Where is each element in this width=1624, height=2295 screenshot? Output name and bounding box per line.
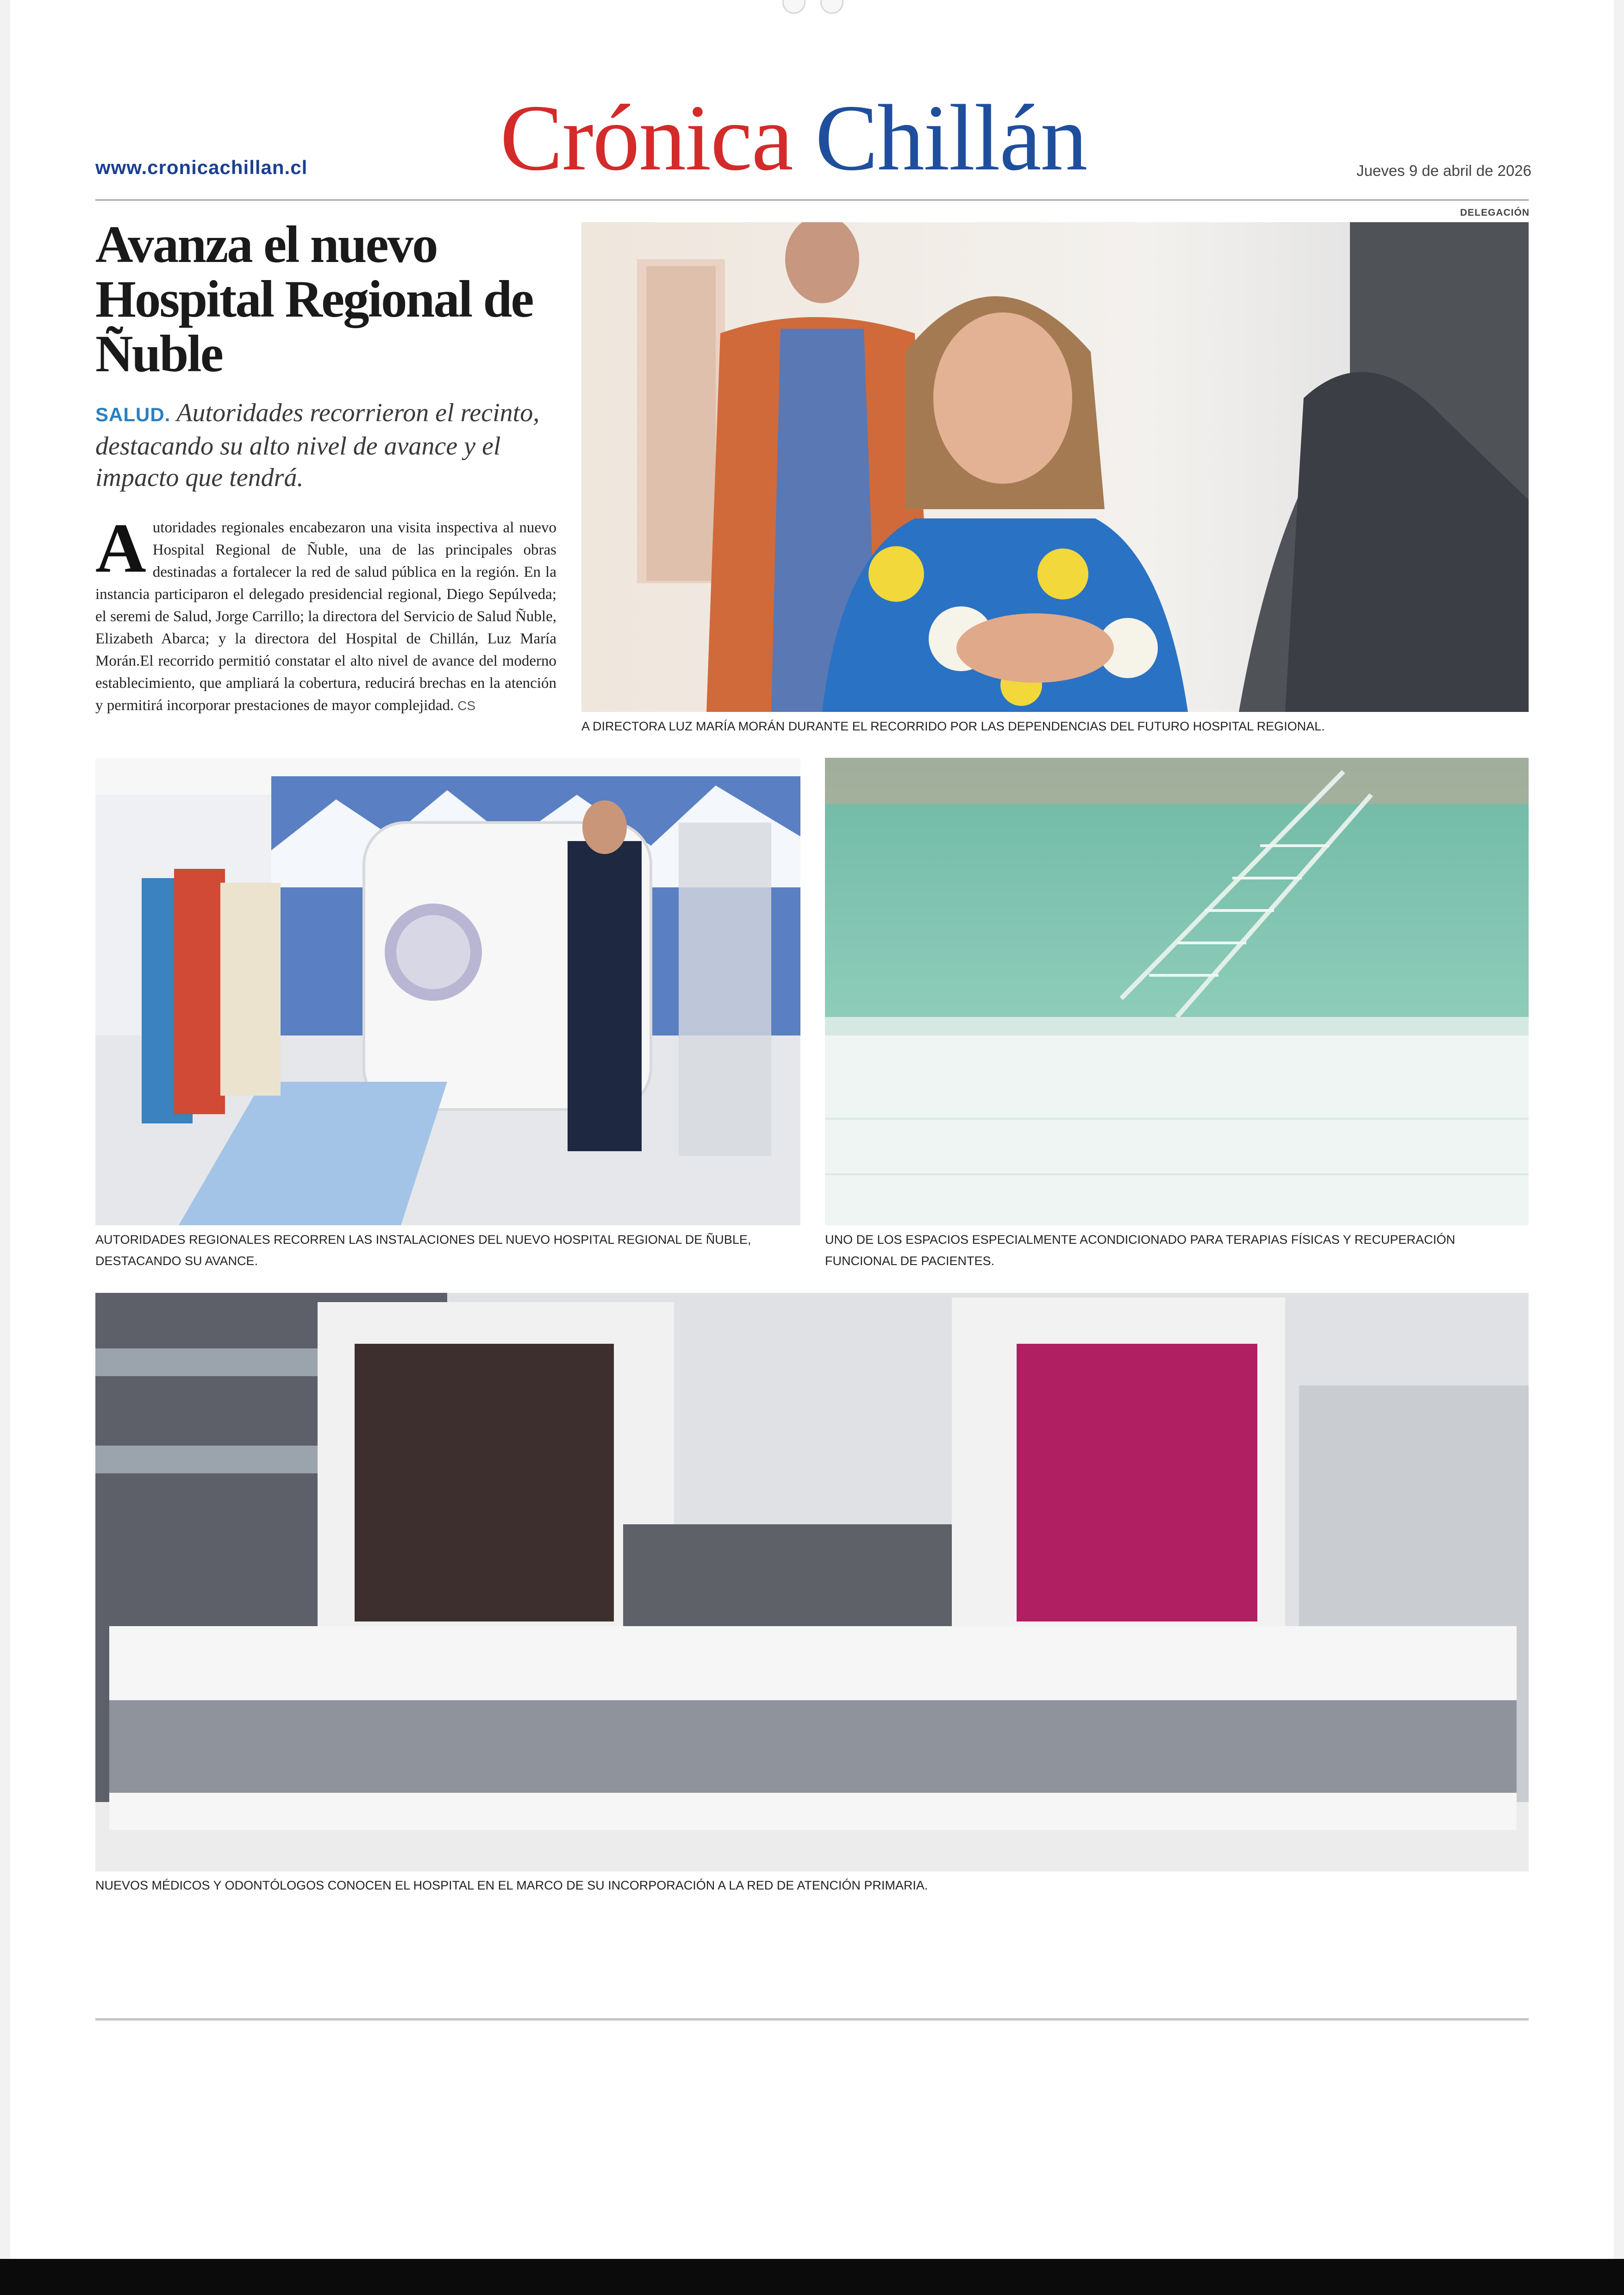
next-page-icon[interactable] (820, 0, 843, 14)
photo-therapy-pool (825, 758, 1529, 1225)
caption-director: A DIRECTORA LUZ MARÍA MORÁN DURANTE EL RECORRIDO POR LAS DEPENDENCIAS DEL FUTURO HOSPITAL REGIONAL. (581, 719, 1325, 733)
section-tag: DELEGACIÓN (1460, 207, 1530, 218)
issue-date: Jueves 9 de abril de 2026 (1356, 162, 1531, 179)
body-paragraph: utoridades regionales encabezaron una visita inspectiva al nuevo Hospital Regional de Ñuble, una de las principales obras destinadas a fortalecer la red de salud pública en la región. En la instancia participaron el delegado presidencial regional, Diego Sepúlveda; el seremi de Salud, Jorge Carrillo; la directora del Servicio de Salud Ñuble, Elizabeth Abarca; y la directora del Hospital de Chillán, Luz María Morán.El recorrido permitió constatar el alto nivel de avance del moderno establecimiento, que ampliará la cobertura, reducirá brechas en la atención y permitirá incorporar prestaciones de mayor complejidad. (95, 519, 556, 714)
caption-group-building: NUEVOS MÉDICOS Y ODONTÓLOGOS CONOCEN EL HOSPITAL EN EL MARCO DE SU INCORPORACIÓN A LA RED DE ATENCIÓN PRIMARIA. (95, 1878, 928, 1892)
masthead-cronica: Crónica (500, 86, 793, 190)
deck-text: Autoridades recorrieron el recinto, destacando su alto nivel de avance y el impacto que tendrá. (95, 399, 540, 492)
footer-rule (95, 2018, 1529, 2021)
kicker-label: SALUD. (95, 404, 171, 425)
photo-director (581, 222, 1529, 712)
article-deck (95, 397, 572, 493)
article-body (95, 509, 556, 717)
header-rule (95, 199, 1529, 201)
site-url[interactable]: www.cronicachillan.cl (95, 156, 308, 178)
caption-scanner-room: AUTORIDADES REGIONALES RECORREN LAS INSTALACIONES DEL NUEVO HOSPITAL REGIONAL DE ÑUBLE, DESTACANDO SU AVANCE. (95, 1233, 751, 1268)
masthead-chillan: Chillán (815, 86, 1087, 190)
viewer-bottom-bar (0, 2259, 1624, 2295)
masthead-logo (500, 86, 1087, 190)
caption-therapy-pool: UNO DE LOS ESPACIOS ESPECIALMENTE ACONDICIONADO PARA TERAPIAS FÍSICAS Y RECUPERACIÓN FUNCIONAL DE PACIENTES. (825, 1233, 1455, 1268)
end-mark-icon: CS (457, 698, 476, 713)
photo-group-building (95, 1293, 1529, 1871)
prev-page-icon[interactable] (782, 0, 806, 14)
dropcap: A (95, 509, 146, 587)
article-headline: Avanza el nuevo Hospital Regional de Ñuble (95, 216, 533, 383)
photo-scanner-room (95, 758, 800, 1225)
